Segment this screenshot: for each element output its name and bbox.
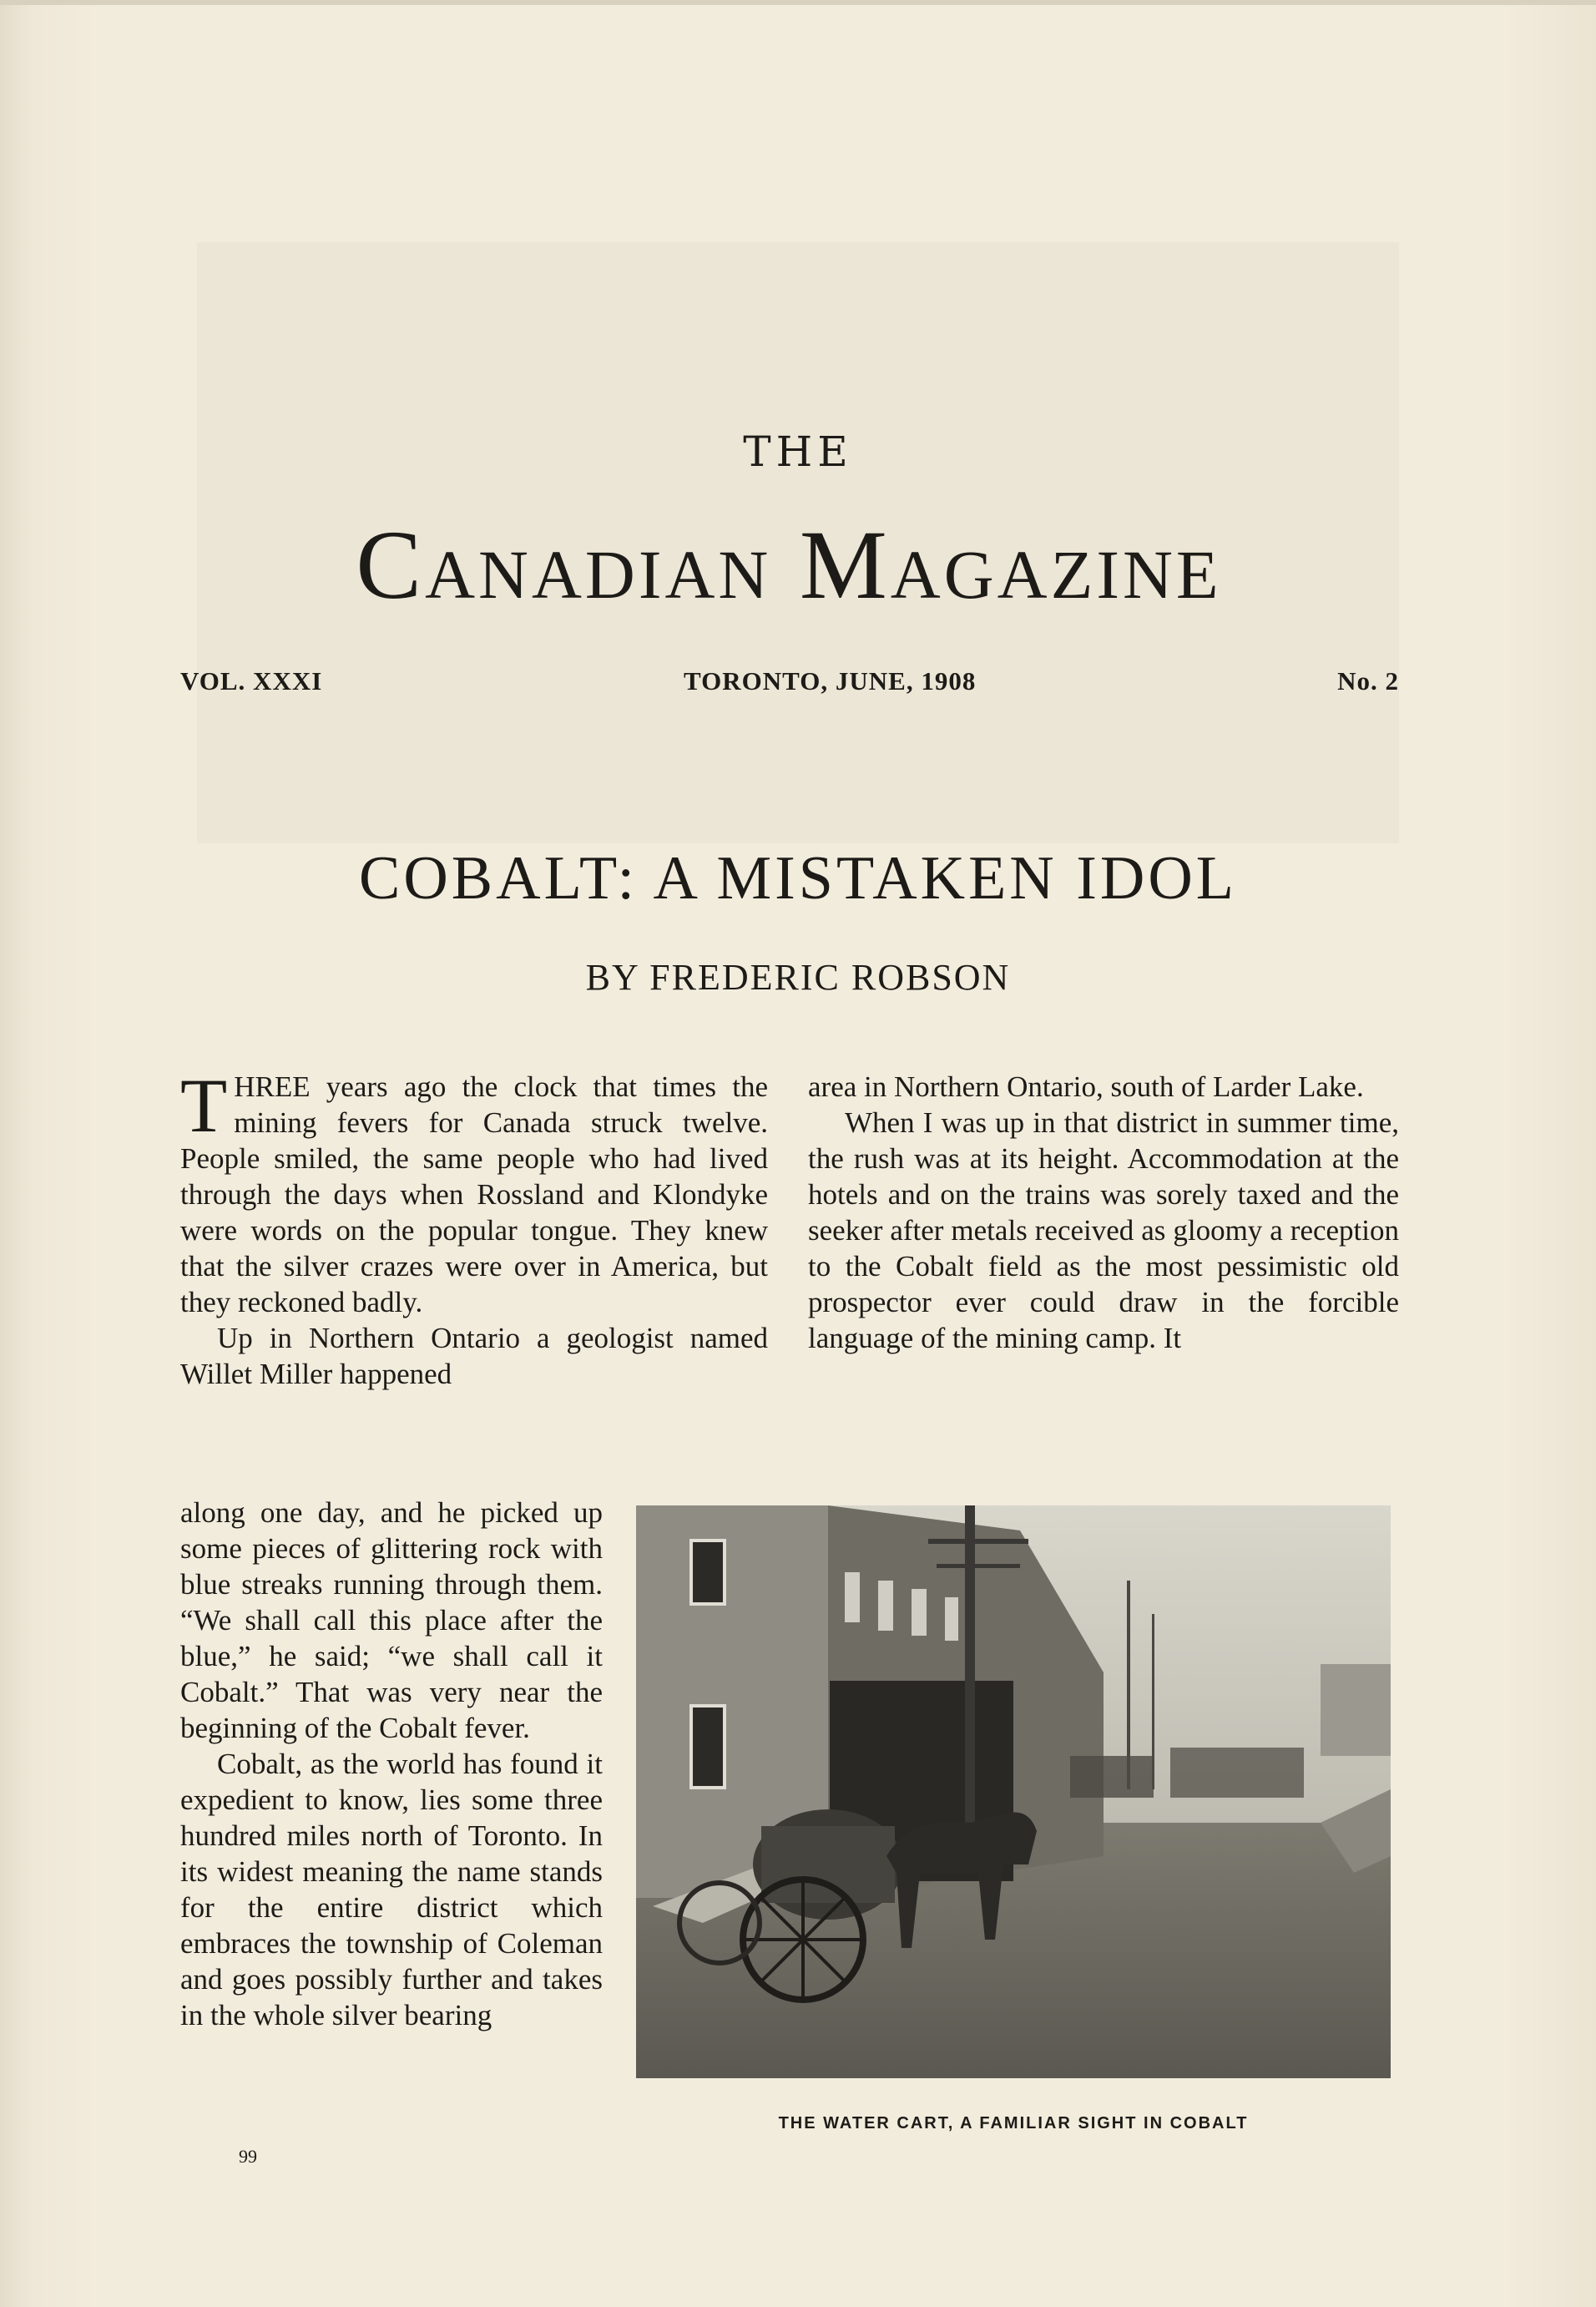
- paragraph-2-continued: along one day, and he picked up some pieces of glittering rock with blue streaks running through them. “We shall call this place after the blue,” he said; “we shall call it Cobalt.” That was very near the beginning of the Cobalt fever.: [180, 1496, 603, 1744]
- issue-number-label: No. 2: [1337, 666, 1399, 696]
- volume-label: VOL. XXXI: [180, 666, 323, 696]
- photo-illustration: [636, 1505, 1391, 2078]
- paragraph-2: Up in Northern Ontario a geologist named Willet Miller happened: [180, 1322, 768, 1390]
- page-top-edge: [0, 0, 1596, 5]
- right-paragraph-2: When I was up in that district in summer time, the rush was at its height. Accommodation at the hotels and on the trains was sorely taxed and the seeker after metals received as gloomy a reception to the Cobalt field as the most pessimistic old prospector ever could draw in the forcible language of the mining camp. It: [808, 1106, 1399, 1354]
- photo-caption: THE WATER CART, A FAMILIAR SIGHT IN COBALT: [778, 2114, 1249, 2132]
- right-column: [808, 1069, 1399, 1356]
- left-column-top: [180, 1063, 768, 1392]
- drop-cap: T: [180, 1063, 228, 1148]
- masthead-title: Canadian Magazine: [356, 510, 1222, 620]
- masthead-the: THE: [743, 428, 853, 476]
- left-column-bottom: [180, 1495, 603, 2033]
- paragraph-3: Cobalt, as the world has found it expedient to know, lies some three hundred miles north of Toronto. In its widest meaning the name stands for the entire district which embraces the township of Coleman and goes possibly further and takes in the whole silver bearing: [180, 1748, 603, 2031]
- place-date-label: TORONTO, JUNE, 1908: [684, 666, 977, 696]
- article-byline: BY FREDERIC ROBSON: [585, 957, 1011, 998]
- article-title: COBALT: A MISTAKEN IDOL: [359, 844, 1237, 913]
- right-paragraph-1: area in Northern Ontario, south of Larder Lake.: [808, 1070, 1364, 1103]
- issue-info-row: [180, 666, 1399, 696]
- page-number: 99: [239, 2146, 257, 2167]
- paragraph-1: [180, 1063, 768, 1320]
- water-cart-photo: [636, 1505, 1391, 2078]
- paragraph-1-text: HREE years ago the clock that times the mining fevers for Canada struck twelve. People smiled, the same people who had lived through the days when Rossland and Klondyke were words on the popular tongue. They knew that the silver crazes were over in America, but they reckoned badly.: [180, 1070, 768, 1318]
